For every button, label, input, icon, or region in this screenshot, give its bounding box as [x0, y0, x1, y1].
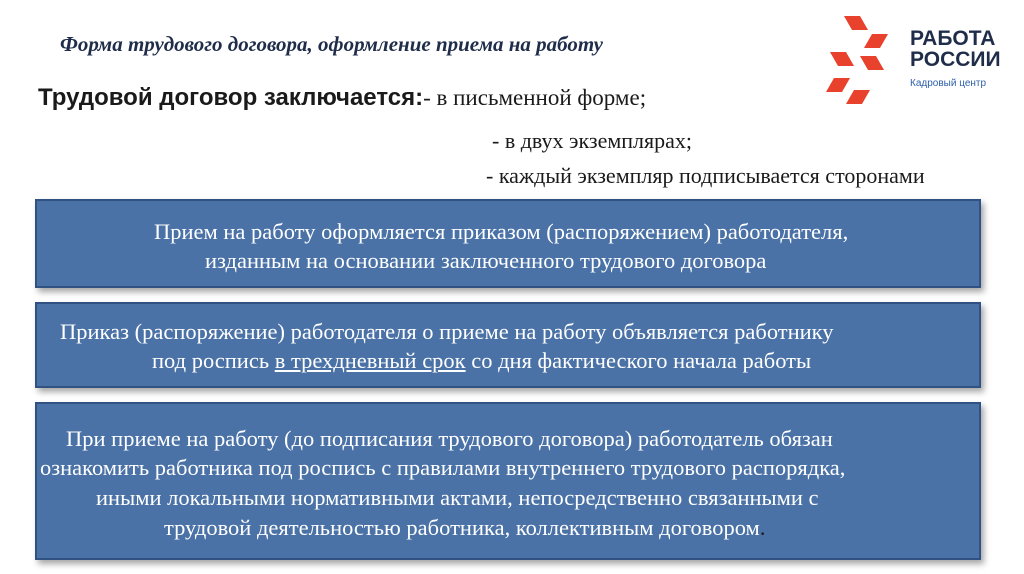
box3-line3: иными локальными нормативными актами, непосредственно связанными с	[96, 485, 819, 510]
box3-line4-text: трудовой деятельностью работника, коллективным договором	[164, 515, 760, 540]
box3-line1: При приеме на работу (до подписания трудового договора) работодатель обязан	[66, 426, 833, 451]
logo-subtitle: Кадровый центр	[910, 78, 987, 89]
logo-line1: РАБОТА	[910, 27, 996, 50]
box3-line2: ознакомить работника под роспись с правилами внутреннего трудового распорядка,	[40, 455, 846, 480]
info-box-order	[35, 199, 981, 288]
box2-line1: Приказ (распоряжение) работодателя о приеме на работу объявляется работнику	[60, 319, 834, 344]
box3-line4-end: .	[759, 515, 766, 540]
lead-item-second: - в двух экземплярах;	[492, 128, 693, 153]
logo-wordmark	[910, 28, 1001, 70]
info-box-familiarization	[35, 402, 981, 560]
box2-underlined-term: в трехдневный срок	[274, 348, 466, 373]
rabota-rossii-logo-icon	[820, 12, 900, 112]
logo-line2: РОССИИ	[910, 48, 1001, 71]
box2-line2-after: со дня фактического начала работы	[465, 348, 812, 373]
lead-item-third: - каждый экземпляр подписывается сторонами	[486, 163, 925, 188]
box1-line2: изданным на основании заключенного трудового договора	[205, 248, 767, 273]
box3-line4	[164, 513, 765, 542]
box2-line2	[152, 346, 811, 375]
page-title: Форма трудового договора, оформление приема на работу	[60, 32, 603, 56]
box1-line1: Прием на работу оформляется приказом (распоряжением) работодателя,	[154, 219, 849, 244]
info-box-announcement	[35, 302, 981, 388]
lead-colon: :	[415, 84, 424, 111]
box2-line2-before: под роспись	[152, 348, 275, 373]
rabota-rossii-logo	[820, 12, 1016, 112]
lead-item-first: - в письменной форме;	[423, 85, 647, 110]
lead-line	[38, 84, 646, 112]
lead-strong: Трудовой договор заключается	[38, 84, 416, 111]
